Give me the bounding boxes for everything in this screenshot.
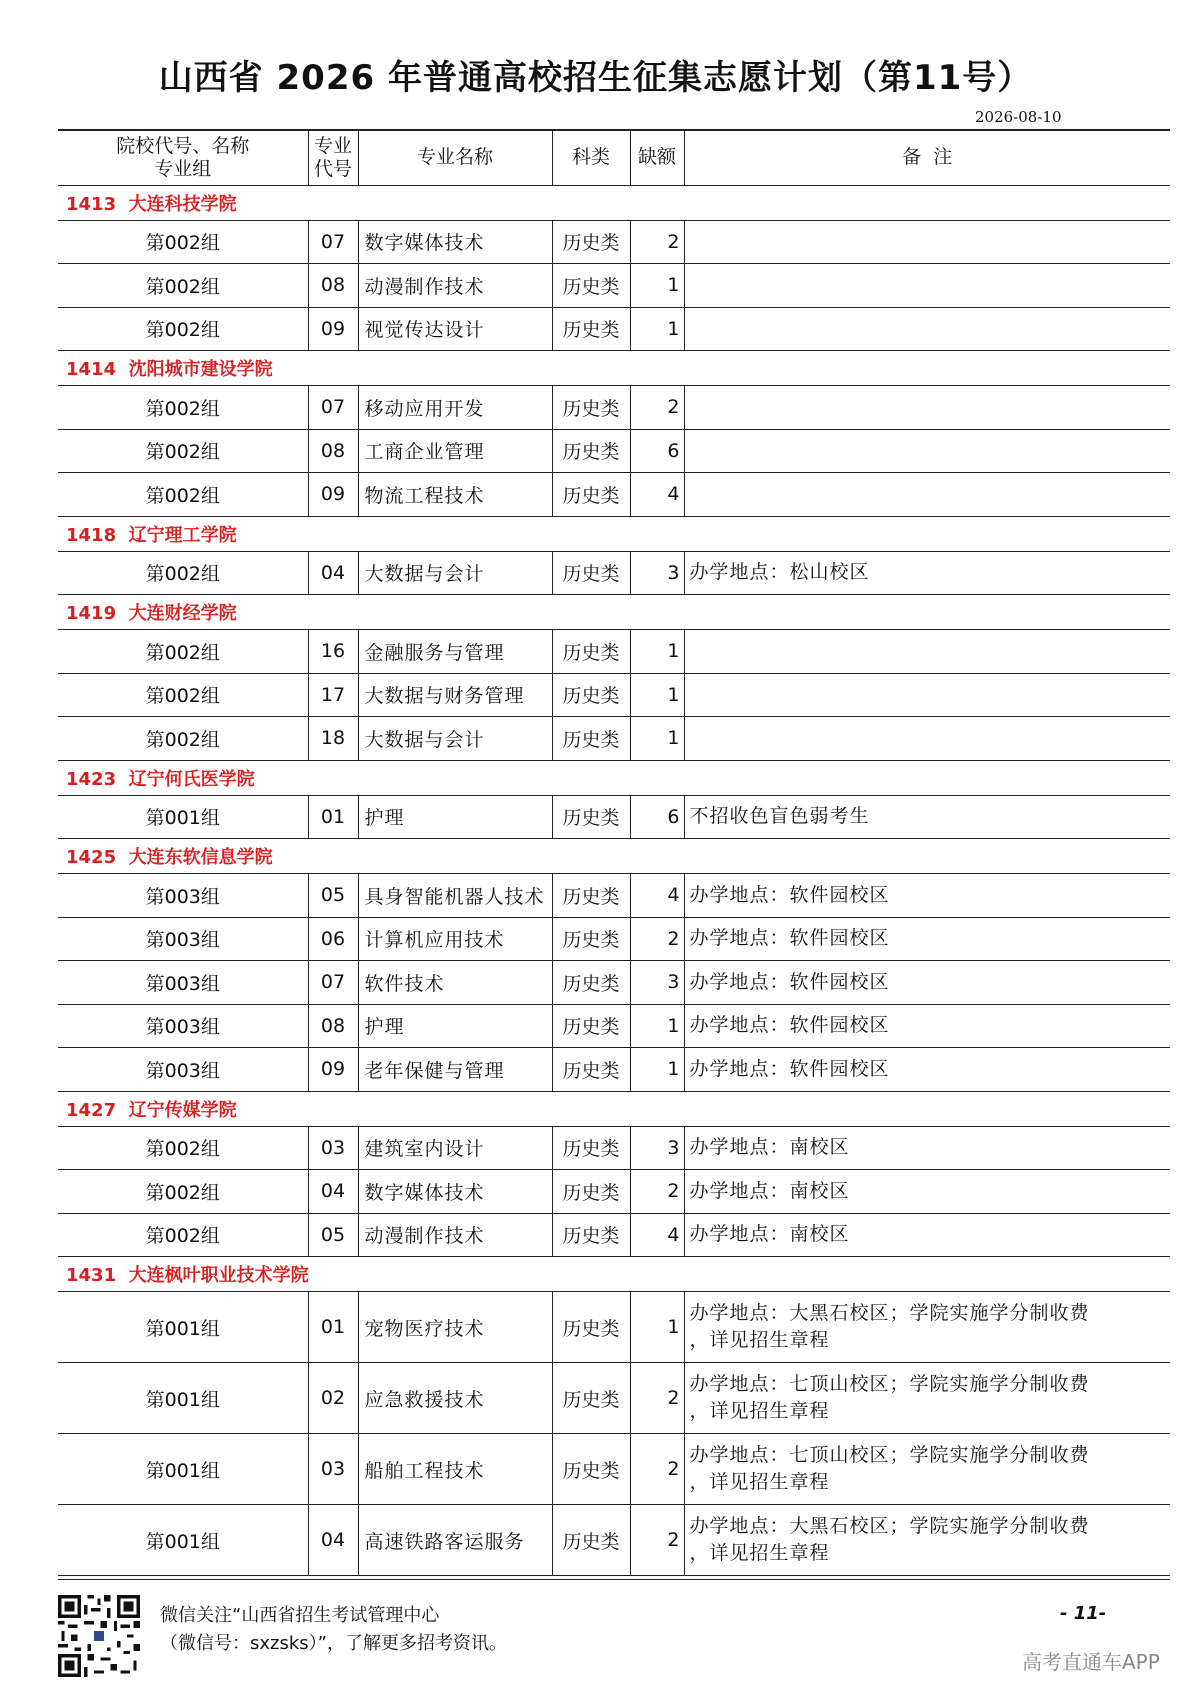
major-code-cell: 01 — [308, 1292, 358, 1363]
category-cell: 历史类 — [552, 307, 630, 351]
page-number: - 11- — [1060, 1603, 1107, 1624]
group-cell: 第003组 — [58, 917, 308, 961]
school-header-row — [58, 1091, 1170, 1126]
school-name: 1413 大连科技学院 — [58, 185, 1170, 220]
major-name-cell: 金融服务与管理 — [358, 630, 552, 674]
header-group-line2: 专业组 — [154, 157, 212, 180]
header-group-line1: 院校代号、名称 — [116, 134, 250, 157]
school-name: 1431 大连枫叶职业技术学院 — [58, 1257, 1170, 1292]
major-name-cell: 护理 — [358, 795, 552, 839]
table-row — [58, 386, 1170, 430]
group-cell: 第002组 — [58, 220, 308, 264]
quota-cell: 1 — [630, 717, 684, 761]
header-code — [308, 130, 358, 185]
table-row — [58, 473, 1170, 517]
note-cell — [684, 307, 1170, 351]
table-row — [58, 717, 1170, 761]
table-row — [58, 874, 1170, 918]
major-name-cell: 数字媒体技术 — [358, 220, 552, 264]
note-line2: ，详见招生章程 — [689, 1471, 830, 1493]
group-cell: 第003组 — [58, 874, 308, 918]
qr-code-icon — [58, 1595, 140, 1677]
major-code-cell: 08 — [308, 1004, 358, 1048]
group-cell: 第002组 — [58, 473, 308, 517]
group-cell: 第003组 — [58, 1004, 308, 1048]
category-cell: 历史类 — [552, 429, 630, 473]
school-header-row — [58, 839, 1170, 874]
note-cell — [684, 429, 1170, 473]
major-code-cell: 07 — [308, 961, 358, 1005]
header-code-line1: 专业 — [313, 134, 352, 157]
quota-cell: 2 — [630, 1434, 684, 1505]
note-cell: 办学地点：软件园校区 — [684, 1004, 1170, 1048]
table-header-row — [58, 130, 1170, 185]
header-note: 备 注 — [684, 130, 1170, 185]
major-code-cell: 04 — [308, 1170, 358, 1214]
note-cell — [684, 673, 1170, 717]
quota-cell: 1 — [630, 1048, 684, 1092]
enrollment-plan-table — [58, 129, 1170, 1576]
category-cell: 历史类 — [552, 264, 630, 308]
quota-cell: 4 — [630, 1213, 684, 1257]
note-cell — [684, 220, 1170, 264]
page-title: 山西省 2026 年普通高校招生征集志愿计划（第11号） — [158, 58, 1033, 98]
table-row — [58, 1126, 1170, 1170]
major-code-cell: 05 — [308, 1213, 358, 1257]
footer-line1: 微信关注“山西省招生考试管理中心 — [160, 1605, 440, 1626]
quota-cell: 1 — [630, 630, 684, 674]
group-cell: 第001组 — [58, 1292, 308, 1363]
quota-cell: 2 — [630, 1363, 684, 1434]
note-cell — [684, 1505, 1170, 1576]
table-row — [58, 1505, 1170, 1576]
note-cell: 办学地点：软件园校区 — [684, 874, 1170, 918]
quota-cell: 2 — [630, 1170, 684, 1214]
category-cell: 历史类 — [552, 1505, 630, 1576]
note-line2: ，详见招生章程 — [689, 1400, 830, 1422]
category-cell: 历史类 — [552, 1213, 630, 1257]
group-cell: 第003组 — [58, 1048, 308, 1092]
note-line1: 办学地点：大黑石校区；学院实施学分制收费 — [689, 1302, 1090, 1324]
group-cell: 第002组 — [58, 673, 308, 717]
quota-cell: 3 — [630, 551, 684, 595]
table-row — [58, 795, 1170, 839]
table-row — [58, 1363, 1170, 1434]
table-row — [58, 961, 1170, 1005]
note-cell — [684, 1363, 1170, 1434]
quota-cell: 4 — [630, 473, 684, 517]
table-row — [58, 1004, 1170, 1048]
school-header-row — [58, 760, 1170, 795]
major-code-cell: 16 — [308, 630, 358, 674]
group-cell: 第001组 — [58, 1505, 308, 1576]
note-line1: 办学地点：大黑石校区；学院实施学分制收费 — [689, 1515, 1090, 1537]
category-cell: 历史类 — [552, 917, 630, 961]
major-code-cell: 09 — [308, 1048, 358, 1092]
note-line1: 办学地点：七顶山校区；学院实施学分制收费 — [689, 1444, 1090, 1466]
group-cell: 第002组 — [58, 429, 308, 473]
major-name-cell: 大数据与会计 — [358, 717, 552, 761]
major-code-cell: 05 — [308, 874, 358, 918]
category-cell: 历史类 — [552, 961, 630, 1005]
quota-cell: 1 — [630, 1292, 684, 1363]
category-cell: 历史类 — [552, 1126, 630, 1170]
major-name-cell: 具身智能机器人技术 — [358, 874, 552, 918]
quota-cell: 2 — [630, 220, 684, 264]
major-name-cell: 工商企业管理 — [358, 429, 552, 473]
major-name-cell: 计算机应用技术 — [358, 917, 552, 961]
category-cell: 历史类 — [552, 1292, 630, 1363]
group-cell: 第003组 — [58, 961, 308, 1005]
school-name: 1427 辽宁传媒学院 — [58, 1091, 1170, 1126]
quota-cell: 1 — [630, 1004, 684, 1048]
major-name-cell: 大数据与会计 — [358, 551, 552, 595]
header-major: 专业名称 — [358, 130, 552, 185]
category-cell: 历史类 — [552, 795, 630, 839]
note-cell: 办学地点：南校区 — [684, 1213, 1170, 1257]
table-row — [58, 1292, 1170, 1363]
major-code-cell: 07 — [308, 220, 358, 264]
note-line1: 办学地点：七顶山校区；学院实施学分制收费 — [689, 1373, 1090, 1395]
category-cell: 历史类 — [552, 1048, 630, 1092]
school-header-row — [58, 595, 1170, 630]
school-header-row — [58, 185, 1170, 220]
school-name: 1414 沈阳城市建设学院 — [58, 351, 1170, 386]
school-header-row — [58, 516, 1170, 551]
group-cell: 第002组 — [58, 1170, 308, 1214]
school-name: 1423 辽宁何氏医学院 — [58, 760, 1170, 795]
table-row — [58, 551, 1170, 595]
note-cell — [684, 1434, 1170, 1505]
major-name-cell: 移动应用开发 — [358, 386, 552, 430]
category-cell: 历史类 — [552, 551, 630, 595]
quota-cell: 6 — [630, 429, 684, 473]
note-cell: 办学地点：软件园校区 — [684, 961, 1170, 1005]
major-name-cell: 视觉传达设计 — [358, 307, 552, 351]
table-row — [58, 307, 1170, 351]
category-cell: 历史类 — [552, 1004, 630, 1048]
note-cell: 办学地点：松山校区 — [684, 551, 1170, 595]
publish-date: 2026-08-10 — [975, 108, 1062, 126]
major-code-cell: 09 — [308, 473, 358, 517]
major-name-cell: 软件技术 — [358, 961, 552, 1005]
quota-cell: 2 — [630, 917, 684, 961]
footer-divider — [58, 1579, 1170, 1580]
major-code-cell: 18 — [308, 717, 358, 761]
header-category: 科类 — [552, 130, 630, 185]
major-name-cell: 数字媒体技术 — [358, 1170, 552, 1214]
note-cell: 办学地点：南校区 — [684, 1170, 1170, 1214]
group-cell: 第001组 — [58, 1434, 308, 1505]
school-name: 1419 大连财经学院 — [58, 595, 1170, 630]
major-code-cell: 04 — [308, 551, 358, 595]
group-cell: 第002组 — [58, 386, 308, 430]
group-cell: 第001组 — [58, 1363, 308, 1434]
group-cell: 第002组 — [58, 307, 308, 351]
quota-cell: 1 — [630, 673, 684, 717]
quota-cell: 6 — [630, 795, 684, 839]
school-name: 1418 辽宁理工学院 — [58, 516, 1170, 551]
category-cell: 历史类 — [552, 473, 630, 517]
major-name-cell: 动漫制作技术 — [358, 1213, 552, 1257]
watermark: 高考直通车APP — [1022, 1650, 1160, 1674]
note-cell — [684, 1292, 1170, 1363]
footer-wechat-notice — [160, 1602, 507, 1658]
note-cell — [684, 264, 1170, 308]
major-name-cell: 物流工程技术 — [358, 473, 552, 517]
quota-cell: 1 — [630, 307, 684, 351]
category-cell: 历史类 — [552, 220, 630, 264]
category-cell: 历史类 — [552, 717, 630, 761]
category-cell: 历史类 — [552, 874, 630, 918]
note-cell — [684, 386, 1170, 430]
table-row — [58, 264, 1170, 308]
major-name-cell: 大数据与财务管理 — [358, 673, 552, 717]
major-code-cell: 03 — [308, 1434, 358, 1505]
table-row — [58, 1213, 1170, 1257]
major-code-cell: 08 — [308, 429, 358, 473]
group-cell: 第002组 — [58, 1126, 308, 1170]
quota-cell: 3 — [630, 961, 684, 1005]
table-row — [58, 220, 1170, 264]
table-row — [58, 1048, 1170, 1092]
major-code-cell: 08 — [308, 264, 358, 308]
group-cell: 第002组 — [58, 630, 308, 674]
note-cell: 不招收色盲色弱考生 — [684, 795, 1170, 839]
major-code-cell: 09 — [308, 307, 358, 351]
category-cell: 历史类 — [552, 673, 630, 717]
table-body — [58, 185, 1170, 1576]
major-code-cell: 03 — [308, 1126, 358, 1170]
group-cell: 第002组 — [58, 717, 308, 761]
school-header-row — [58, 1257, 1170, 1292]
header-group — [58, 130, 308, 185]
table-row — [58, 429, 1170, 473]
school-header-row — [58, 351, 1170, 386]
note-line2: ，详见招生章程 — [689, 1329, 830, 1351]
quota-cell: 1 — [630, 264, 684, 308]
table-row — [58, 917, 1170, 961]
major-code-cell: 17 — [308, 673, 358, 717]
major-name-cell: 老年保健与管理 — [358, 1048, 552, 1092]
note-cell — [684, 473, 1170, 517]
header-quota: 缺额 — [630, 130, 684, 185]
major-code-cell: 02 — [308, 1363, 358, 1434]
major-name-cell: 建筑室内设计 — [358, 1126, 552, 1170]
note-cell: 办学地点：南校区 — [684, 1126, 1170, 1170]
category-cell: 历史类 — [552, 630, 630, 674]
major-name-cell: 应急救援技术 — [358, 1363, 552, 1434]
quota-cell: 2 — [630, 1505, 684, 1576]
note-cell — [684, 630, 1170, 674]
quota-cell: 4 — [630, 874, 684, 918]
footer-line2: （微信号：sxzsks）”，了解更多招考资讯。 — [160, 1633, 507, 1654]
group-cell: 第002组 — [58, 551, 308, 595]
category-cell: 历史类 — [552, 1363, 630, 1434]
major-name-cell: 护理 — [358, 1004, 552, 1048]
major-name-cell: 动漫制作技术 — [358, 264, 552, 308]
major-name-cell: 宠物医疗技术 — [358, 1292, 552, 1363]
major-name-cell: 高速铁路客运服务 — [358, 1505, 552, 1576]
major-code-cell: 07 — [308, 386, 358, 430]
table-row — [58, 1170, 1170, 1214]
group-cell: 第002组 — [58, 1213, 308, 1257]
major-name-cell: 船舶工程技术 — [358, 1434, 552, 1505]
quota-cell: 2 — [630, 386, 684, 430]
note-cell: 办学地点：软件园校区 — [684, 917, 1170, 961]
category-cell: 历史类 — [552, 386, 630, 430]
note-line2: ，详见招生章程 — [689, 1542, 830, 1564]
major-code-cell: 01 — [308, 795, 358, 839]
group-cell: 第002组 — [58, 264, 308, 308]
table-row — [58, 673, 1170, 717]
major-code-cell: 04 — [308, 1505, 358, 1576]
group-cell: 第001组 — [58, 795, 308, 839]
category-cell: 历史类 — [552, 1170, 630, 1214]
major-code-cell: 06 — [308, 917, 358, 961]
header-code-line2: 代号 — [313, 157, 352, 180]
school-name: 1425 大连东软信息学院 — [58, 839, 1170, 874]
note-cell — [684, 717, 1170, 761]
quota-cell: 3 — [630, 1126, 684, 1170]
category-cell: 历史类 — [552, 1434, 630, 1505]
table-row — [58, 630, 1170, 674]
table-row — [58, 1434, 1170, 1505]
note-cell: 办学地点：软件园校区 — [684, 1048, 1170, 1092]
